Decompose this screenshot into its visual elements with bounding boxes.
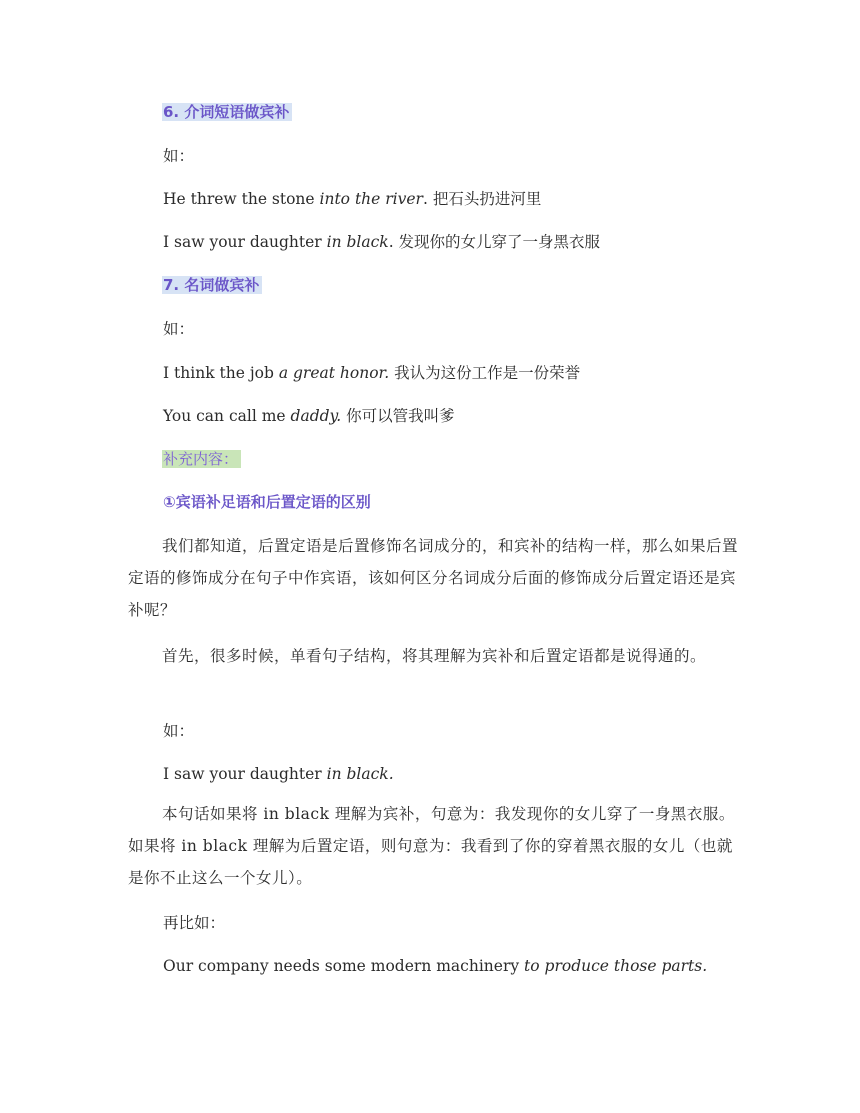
example-sentence <box>163 405 455 427</box>
example-intro-text: 如： <box>163 320 195 338</box>
sentence-text: I saw your daughter <box>163 233 327 251</box>
example-intro-text: 再比如： <box>163 914 226 932</box>
translation-text: . 发现你的女儿穿了一身黑衣服 <box>388 233 601 251</box>
section-7-heading-text: 7. 名词做宾补 <box>162 276 262 294</box>
supplement-heading <box>162 448 241 470</box>
translation-text: 你可以管我叫爹 <box>341 407 455 425</box>
sentence-text: He threw the stone <box>163 190 320 208</box>
italic-phrase: in black <box>326 233 389 251</box>
italic-phrase: daddy. <box>290 407 342 425</box>
example-intro <box>163 145 194 167</box>
italic-phrase: a great honor. <box>278 364 390 382</box>
example-intro <box>163 720 194 742</box>
italic-phrase: to produce those parts. <box>524 957 708 975</box>
paragraph: 本句话如果将 in black 理解为宾补，句意为：我发现你的女儿穿了一身黑衣服。如果将 in black 理解为后置定语，则句意为：我看到了你的穿着黑衣服的女儿（也就是你不止这么一个女儿）。 <box>128 805 735 887</box>
example-sentence <box>163 188 541 210</box>
section-6-heading <box>162 101 292 123</box>
italic-phrase: into the river <box>319 190 423 208</box>
supplement-heading-text: 补充内容： <box>162 450 241 468</box>
example-intro-text: 如： <box>163 147 195 165</box>
section-7-heading <box>162 274 262 296</box>
section-6-heading-text: 6. 介词短语做宾补 <box>162 103 292 121</box>
example-intro <box>163 912 225 934</box>
example-sentence <box>163 955 707 977</box>
paragraph: 我们都知道，后置定语是后置修饰名词成分的，和宾补的结构一样，那么如果后置定语的修饰成分在句子中作宾语，该如何区分名词成分后面的修饰成分后置定语还是宾补呢？ <box>128 537 739 619</box>
translation-text: 我认为这份工作是一份荣誉 <box>389 364 581 382</box>
sentence-text: Our company needs some modern machinery <box>163 957 525 975</box>
example-intro-text: 如： <box>163 722 195 740</box>
supplement-subheading <box>163 491 371 513</box>
paragraph: 首先，很多时候，单看句子结构，将其理解为宾补和后置定语都是说得通的。 <box>162 647 707 665</box>
sentence-text: You can call me <box>163 407 291 425</box>
example-sentence <box>163 362 580 384</box>
example-intro <box>163 318 194 340</box>
sentence-text: I think the job <box>163 364 279 382</box>
sentence-text: I saw your daughter <box>163 765 327 783</box>
italic-phrase: in black. <box>326 765 394 783</box>
example-sentence <box>163 231 600 253</box>
supplement-subheading-text: ①宾语补足语和后置定语的区别 <box>163 493 371 511</box>
translation-text: . 把石头扔进河里 <box>422 190 542 208</box>
example-sentence <box>163 763 394 785</box>
